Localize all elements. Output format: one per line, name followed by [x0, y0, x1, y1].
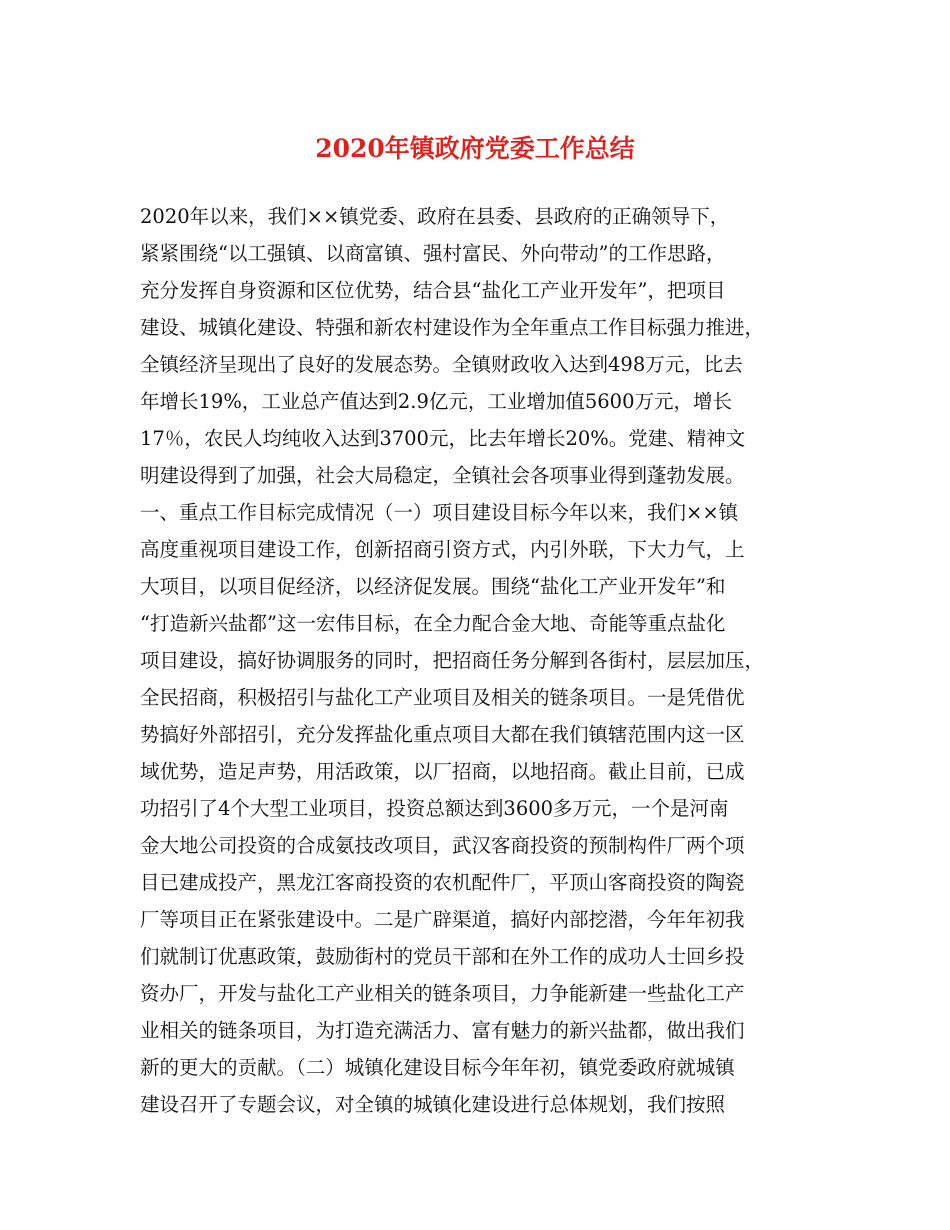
body-line: 势搞好外部招引，充分发挥盐化重点项目大都在我们镇辖范围内这一区: [140, 723, 745, 746]
body-line: 高度重视项目建设工作，创新招商引资方式，内引外联，下大力气，上: [140, 538, 745, 561]
body-line: 一、重点工作目标完成情况（一）项目建设目标今年以来，我们××镇: [140, 501, 739, 524]
body-line: 功招引了4个大型工业项目，投资总额达到3600多万元，一个是河南: [140, 797, 729, 820]
body-line: 域优势，造足声势，用活政策，以厂招商，以地招商。截止目前，已成: [140, 760, 745, 783]
body-line: 金大地公司投资的合成氨技改项目，武汉客商投资的预制构件厂两个项: [140, 834, 745, 857]
document-body: [140, 198, 820, 1123]
body-line: 建设、城镇化建设、特强和新农村建设作为全年重点工作目标强力推进，: [140, 316, 765, 339]
body-line: 17％，农民人均纯收入达到3700元，比去年增长20%。党建、精神文: [140, 427, 746, 450]
body-line: 大项目，以项目促经济，以经济促发展。围绕“盐化工产业开发年”和: [140, 575, 726, 598]
body-line: 资办厂，开发与盐化工产业相关的链条项目，力争能新建一些盐化工产: [140, 982, 745, 1005]
body-line: 厂等项目正在紧张建设中。二是广辟渠道，搞好内部挖潜，今年年初我: [140, 908, 745, 931]
body-line: 年增长19%，工业总产值达到2.9亿元，工业增加值5600万元，增长: [140, 390, 732, 413]
body-line: 新的更大的贡献。（二）城镇化建设目标今年年初，镇党委政府就城镇: [140, 1056, 735, 1079]
document-title: 2020年镇政府党委工作总结: [315, 134, 635, 163]
body-line: 全民招商，积极招引与盐化工产业项目及相关的链条项目。一是凭借优: [140, 686, 745, 709]
body-line: 充分发挥自身资源和区位优势，结合县“盐化工产业开发年”，把项目: [140, 279, 726, 302]
body-line: 2020年以来，我们××镇党委、政府在县委、县政府的正确领导下，: [140, 205, 730, 228]
body-line: 们就制订优惠政策，鼓励街村的党员干部和在外工作的成功人士回乡投: [140, 945, 745, 968]
body-line: 建设召开了专题会议，对全镇的城镇化建设进行总体规划，我们按照: [140, 1093, 726, 1116]
body-line: 目已建成投产，黑龙江客商投资的农机配件厂，平顶山客商投资的陶瓷: [140, 871, 745, 894]
body-line: 紧紧围绕“以工强镇、以商富镇、强村富民、外向带动”的工作思路，: [140, 242, 726, 265]
body-line: 全镇经济呈现出了良好的发展态势。全镇财政收入达到498万元，比去: [140, 353, 743, 376]
body-line: 业相关的链条项目，为打造充满活力、富有魅力的新兴盐都，做出我们: [140, 1019, 745, 1042]
body-line: 明建设得到了加强，社会大局稳定，全镇社会各项事业得到蓬勃发展。: [140, 464, 745, 487]
body-line: “打造新兴盐都”这一宏伟目标，在全力配合金大地、奇能等重点盐化: [140, 612, 726, 635]
body-line: 项目建设，搞好协调服务的同时，把招商任务分解到各街村，层层加压，: [140, 649, 765, 672]
